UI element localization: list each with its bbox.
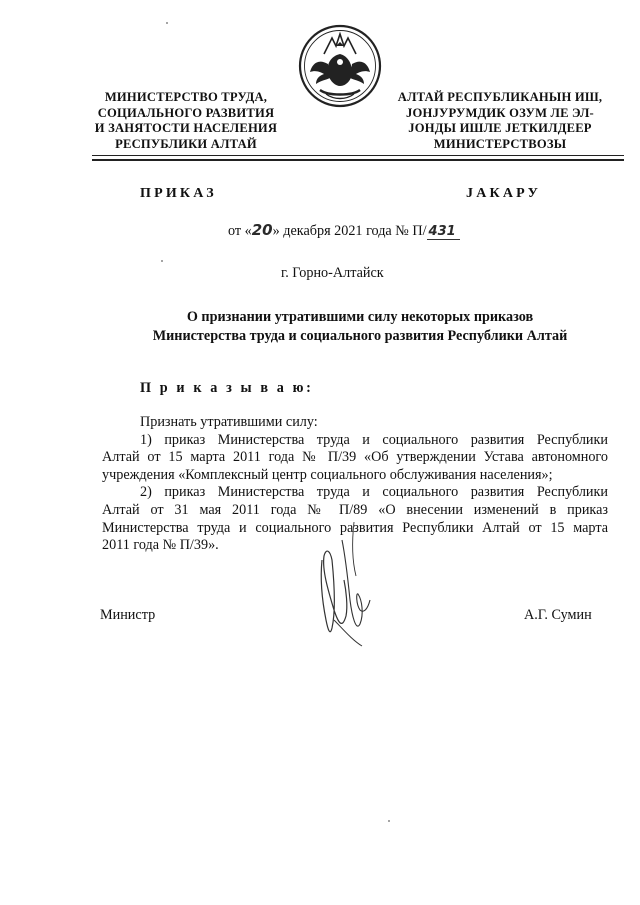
- header-right-block: [388, 90, 612, 152]
- scan-speck: [388, 820, 390, 822]
- subject-line: Министерства труда и социального развития Республики Алтай: [152, 328, 568, 344]
- order-number-handwritten: 431: [427, 224, 460, 240]
- header-divider-thick: [92, 159, 624, 161]
- header-left-line: МИНИСТЕРСТВО ТРУДА,: [104, 90, 268, 104]
- signature-name: А.Г. Сумин: [524, 607, 592, 623]
- city-line: г. Горно-Алтайск: [281, 265, 384, 281]
- header-right-line: МИНИСТЕРСТВОЗЫ: [433, 136, 567, 151]
- header-left-block: [86, 90, 286, 152]
- item2-line: 2) приказ Министерства труда и социального развития Республики: [140, 484, 608, 501]
- coat-of-arms-emblem: [296, 24, 384, 108]
- date-prefix: от «: [228, 223, 252, 239]
- subject-block: [100, 308, 620, 346]
- emblem-icon: [296, 24, 384, 108]
- signature-icon: [312, 520, 382, 650]
- signature-position: Министр: [100, 607, 156, 623]
- item1-line: учреждения «Комплексный центр социального обслуживания населения»;: [102, 466, 553, 483]
- item2-line: 2011 года № П/39».: [102, 537, 219, 554]
- header-left-line: СОЦИАЛЬНОГО РАЗВИТИЯ: [97, 105, 275, 120]
- header-left-line: РЕСПУБЛИКИ АЛТАЙ: [115, 136, 257, 151]
- scan-speck: [166, 22, 168, 24]
- header-right-line: АЛТАЙ РЕСПУБЛИКАНЫН ИШ,: [397, 90, 603, 104]
- item2-line: Министерства труда и социального развития Республики Алтай от 15 марта: [102, 519, 608, 536]
- header-right-line: ЈОНЈУРУМДИК ОЗУМ ЛЕ ЭЛ-: [406, 105, 594, 120]
- order-word: П р и к а з ы в а ю:: [140, 380, 314, 396]
- doc-type-left: ПРИКАЗ: [140, 186, 217, 201]
- subject-line: О признании утратившими силу некоторых приказов: [186, 309, 534, 325]
- item1-line: 1) приказ Министерства труда и социального развития Республики: [140, 431, 608, 448]
- item2-line: Алтай от 31 мая 2011 года № П/89 «О внесении изменений в приказ: [102, 501, 608, 518]
- doc-type-right: ЈАКАРУ: [466, 186, 542, 201]
- date-line: [228, 221, 460, 240]
- date-day-handwritten: 20: [251, 221, 273, 239]
- header-right-line: ЈОНДЫ ИШЛЕ ЈЕТКИЛДЕЕР: [408, 121, 592, 135]
- date-middle: » декабря 2021 года № П/: [272, 223, 427, 239]
- header-divider-thin: [92, 155, 624, 156]
- item1-line: Алтай от 15 марта 2011 года № П/39 «Об утверждении Устава автономного: [102, 449, 608, 466]
- handwritten-signature: [312, 520, 382, 650]
- body-intro: Признать утратившими силу:: [140, 414, 318, 430]
- header-left-line: И ЗАНЯТОСТИ НАСЕЛЕНИЯ: [94, 121, 278, 135]
- scan-speck: [161, 260, 163, 262]
